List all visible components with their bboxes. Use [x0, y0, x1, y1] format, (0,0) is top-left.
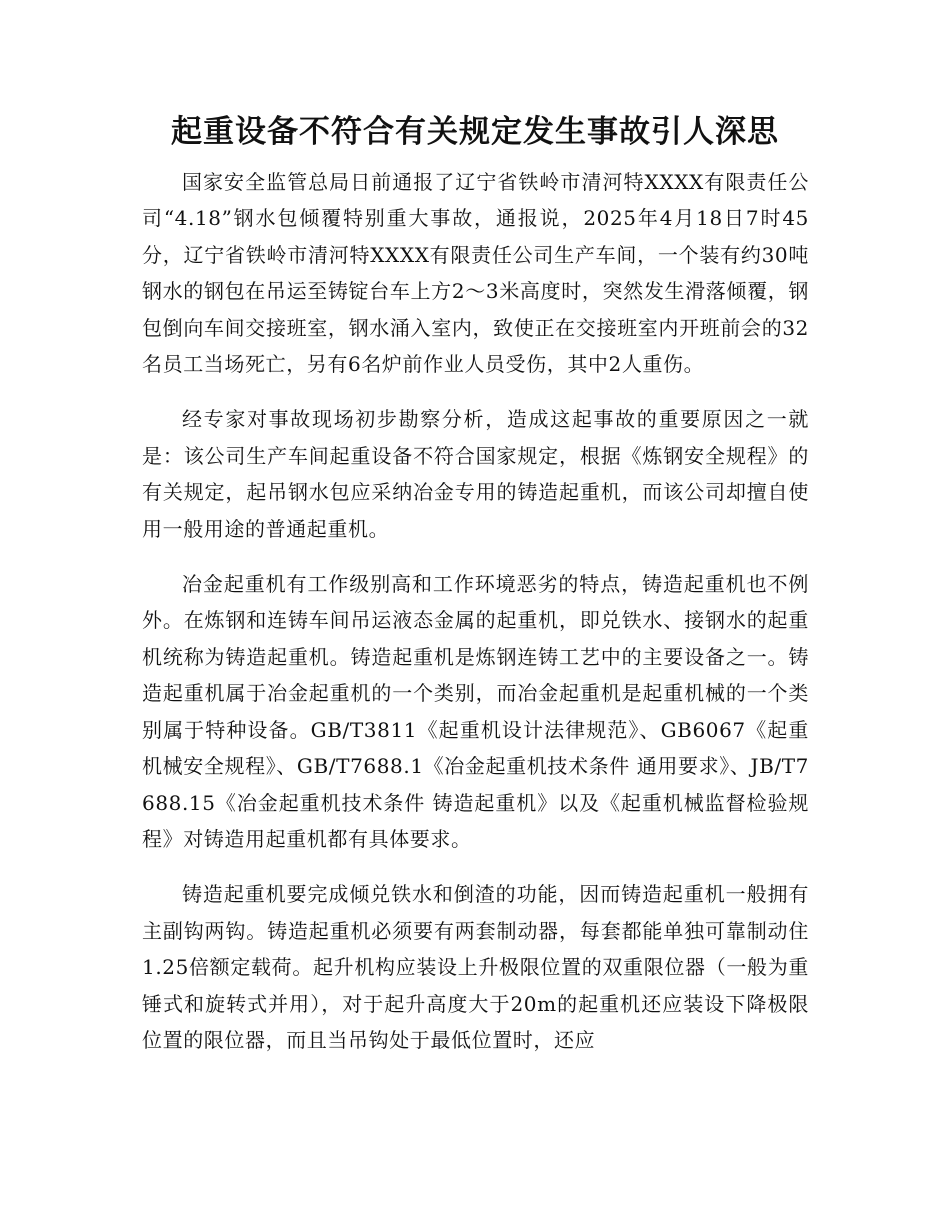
paragraph-expert-analysis: 经专家对事故现场初步勘察分析，造成这起事故的重要原因之一就是：该公司生产车间起重设备不符合国家规定，根据《炼钢安全规程》的有关规定，起吊钢水包应采纳冶金专用的铸造起重机，而该公司却擅自使用一般用途的普通起重机。	[142, 407, 809, 541]
document-body	[142, 164, 809, 1077]
paragraph-metallurgical-crane: 冶金起重机有工作级别高和工作环境恶劣的特点，铸造起重机也不例外。在炼钢和连铸车间吊运液态金属的起重机，即兑铁水、接钢水的起重机统称为铸造起重机。铸造起重机是炼钢连铸工艺中的主要设备之一。铸造起重机属于冶金起重机的一个类别，而冶金起重机是起重机械的一个类别属于特种设备。GB/T3811《起重机设计法律规范》、GB6067《起重机械安全规程》、GB/T7688.1《冶金起重机技术条件 通用要求》、JB/T7688.15《冶金起重机技术条件 铸造起重机》以及《起重机械监督检验规程》对铸造用起重机都有具体要求。	[142, 572, 809, 851]
paragraph-accident-report: 国家安全监管总局日前通报了辽宁省铁岭市清河特XXXX有限责任公司“4.18”钢水包倾覆特别重大事故，通报说，2025年4月18日7时45分，辽宁省铁岭市清河特XXXX有限责任公司生产车间，一个装有约30吨钢水的钢包在吊运至铸锭台车上方2～3米高度时，突然发生滑落倾覆，钢包倒向车间交接班室，钢水涌入室内，致使正在交接班室内开班前会的32名员工当场死亡，另有6名炉前作业人员受伤，其中2人重伤。	[142, 170, 809, 377]
paragraph-casting-crane-requirements: 铸造起重机要完成倾兑铁水和倒渣的功能，因而铸造起重机一般拥有主副钩两钩。铸造起重机必须要有两套制动器，每套都能单独可靠制动住1.25倍额定载荷。起升机构应装设上升极限位置的双重限位器（一般为重锤式和旋转式并用），对于起升高度大于20m的起重机还应装设下降极限位置的限位器，而且当吊钩处于最低位置时，还应	[142, 882, 809, 1052]
document-title: 起重设备不符合有关规定发生事故引人深思	[171, 114, 779, 150]
